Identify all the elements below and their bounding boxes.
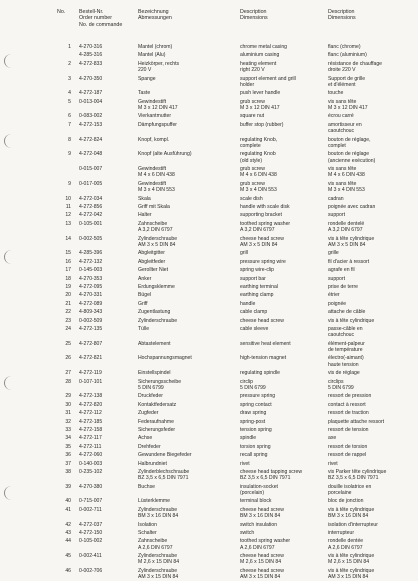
description-fr: cadran [328,195,344,202]
table-row [0,553,418,566]
description-en: earthing terminal [240,283,278,290]
order-number: 0-105-001 [79,220,103,227]
order-number: 4-272-824 [79,136,103,143]
description-en: grub screw M 3 x 4 DIN 553 [240,180,277,194]
bezeichnung: Zylinderschraube M 2,6 x 15 DIN 84 [138,553,180,566]
table-row [0,137,418,150]
table-row [0,267,418,273]
item-number: 35 [65,443,71,450]
item-number: 14 [65,235,71,242]
item-number: 28 [65,378,71,385]
order-number: 0-140-003 [79,460,103,467]
bezeichnung: Dämpfungspuffer [138,121,177,128]
bezeichnung: Taste [138,90,151,97]
order-number: 0-002-711 [79,506,102,513]
description-fr: vis à tête cylindrique AM 3 x 5 DIN 84 [328,235,375,248]
description-en: support bar [240,275,266,282]
order-number: 0-002-509 [79,317,103,324]
order-number: 4-272-111 [79,443,102,450]
order-number: 0-002-706 [79,567,103,574]
bezeichnung: Zugentlastung [138,309,171,316]
description-en: toothed spring washer A 2,6 DIN 6797 [240,538,291,551]
description-en: switch insulation [240,521,278,528]
table-row [0,507,418,520]
description-fr: rondelle dentelé A 3,2 DIN 6797 [328,220,365,234]
item-number: 11 [65,204,71,210]
order-number: 4-272-138 [79,393,103,400]
order-number: 4-272-807 [79,340,103,347]
description-fr: vis sans tête M 3 x 4 DIN 553 [328,180,365,194]
description-fr: rondelle dentée A 2,6 DIN 6797 [328,538,364,551]
description-en: chrome metal casing [240,44,287,50]
item-number: 42 [65,521,71,528]
table-row [0,309,418,315]
order-number: 4-285-316 [79,52,103,59]
description-en: handle [240,300,256,307]
description-fr: vis de réglage [328,370,360,377]
bezeichnung: Mantel (Alu) [138,52,166,59]
order-number: 0-002-411 [79,553,102,560]
table-row [0,318,418,324]
bezeichnung: Knopf, kompl. [138,136,170,143]
description-en: push lever handle [240,90,281,97]
table-row [0,90,418,96]
order-number: 4-270-316 [79,44,103,50]
bezeichnung: Anker [138,275,152,282]
description-fr: flanc (aluminium) [328,52,367,59]
item-number: 4 [68,90,71,97]
bezeichnung: Sicherungsfeder [138,426,176,433]
table-row [0,259,418,265]
description-fr: bloc de jonction [328,498,364,505]
bezeichnung: Griff mit Skala [138,204,170,210]
bezeichnung: Abgleitfeder [138,258,166,265]
table-row [0,538,418,551]
description-en: grub screw M 3 x 12 DIN 417 [240,98,280,112]
description-en: spring wire-clip [240,267,274,274]
table-row [0,204,418,210]
bezeichnung: Spange [138,75,156,82]
description-fr: passe-câble en caoutchouc [328,325,363,339]
description-en: support element and grill holder [240,75,296,88]
description-fr: vis à tête cylindrique [328,317,375,324]
table-row [0,52,418,58]
description-en: torsion spring [240,443,271,450]
order-number: 4-272-132 [79,258,103,265]
item-number: 27 [65,370,71,377]
order-number: 0-013-004 [79,98,103,105]
header-description-en: Description Dimensions [240,9,268,22]
bezeichnung: Zahnscheibe A 3,2 DIN 6797 [138,220,173,234]
order-number: 0-015-007 [79,166,103,173]
order-number: 0-002-505 [79,235,103,242]
table-row [0,284,418,290]
order-number: 4-270-353 [79,275,103,282]
item-number: 18 [65,275,71,282]
order-number: 4-272-187 [79,90,103,97]
description-en: cheese head screw AM 3 x 15 DIN 84 [240,567,284,581]
description-en: spring-post [240,418,266,425]
description-en: draw spring [240,410,267,417]
bezeichnung: Erdungsklemme [138,283,175,290]
table-row [0,292,418,298]
description-en: cheese head tapping screw BZ 3,5 x 6,5 DIN 7971 [240,468,303,482]
header-bezeichnung: Bezeichnung Abmessungen [138,9,172,22]
description-en: regulating spindle [240,370,280,377]
order-number: 4-272-037 [79,521,103,528]
order-number: 4-272-833 [79,60,103,67]
description-fr: fil d'acier à ressort [328,258,370,265]
bezeichnung: Halter [138,212,152,219]
bezeichnung: Zahnscheibe A 2,6 DIN 6797 [138,538,173,551]
description-fr: résistance de chauffage droite 220 V [328,60,382,74]
bezeichnung: Griff [138,300,148,307]
description-fr: vis à tête cylindrique M 2,6 x 15 DIN 84 [328,553,375,566]
description-fr: interrupteur [328,529,355,536]
description-en: circlip 5 DIN 6799 [240,378,266,391]
item-number: 2 [68,60,71,67]
item-number: 41 [65,506,71,513]
item-number: 7 [68,121,71,128]
description-fr: ressort de traction [328,410,369,417]
table-row [0,341,418,354]
description-en: sensitive heat element [240,340,291,347]
table-row [0,410,418,416]
description-en: pressure spring wire [240,258,286,265]
bezeichnung: Gewindestift M 4 x 6 DIN 438 [138,166,175,179]
description-fr: amortisseur en caoutchouc [328,121,362,135]
table-row [0,355,418,368]
order-number: 4-272-042 [79,212,103,219]
order-number: 4-272-150 [79,529,103,536]
table-row [0,44,418,50]
bezeichnung: Mantel (chrom) [138,44,173,50]
description-en: earthing clamp [240,292,274,299]
item-number: 13 [65,220,71,227]
item-number: 36 [65,452,71,459]
description-en: square nut [240,113,265,120]
item-number: 12 [65,212,71,219]
item-number: 20 [65,292,71,299]
order-number: 4-272-117 [79,435,102,442]
table-row [0,99,418,112]
description-en: scale dish [240,195,263,202]
item-number: 43 [65,529,71,536]
description-en: supporting bracket [240,212,282,219]
bezeichnung: Vierkantmutter [138,113,172,120]
description-fr: isolation d'interrupteur [328,521,378,528]
description-fr: Support de grille et d'élément [328,75,366,88]
table-row [0,276,418,282]
item-number: 24 [65,325,71,332]
bezeichnung: Skala [138,195,151,202]
description-en: switch [240,529,255,536]
table-row [0,166,418,179]
description-fr: électro(-aimant) haute tension [328,355,364,368]
table-row [0,402,418,408]
description-fr: plaquette attache ressort [328,418,385,425]
description-en: pressure spring [240,393,276,400]
bezeichnung: Drehfeder [138,443,161,450]
table-row [0,301,418,307]
bezeichnung: Zylinderschraube AM 3 x 15 DIN 84 [138,567,179,581]
order-number: 4-270-380 [79,483,103,490]
order-number: 4-272-153 [79,121,103,128]
bezeichnung: Knopf (alte Ausführung) [138,151,192,158]
table-row [0,419,418,425]
table-row [0,427,418,433]
bezeichnung: Buchse [138,483,155,490]
description-en: cable sleeve [240,325,269,332]
table-row [0,326,418,339]
order-number: 0-017-005 [79,180,103,187]
description-en: cheese head screw M 2,6 x 15 DIN 84 [240,553,284,566]
table-row [0,76,418,89]
description-en: buffer stop (rubber) [240,121,284,128]
bezeichnung: Bügel [138,292,152,299]
item-number: 30 [65,401,71,408]
bezeichnung: Zylinderblechschraube BZ 3,5 x 6,5 DIN 7971 [138,468,190,482]
table-row [0,151,418,164]
item-number: 25 [65,340,71,347]
table-header [0,9,418,49]
description-fr: flanc (chrome) [328,44,361,50]
table-row [0,61,418,74]
item-number: 22 [65,309,71,316]
item-number: 34 [65,435,71,442]
description-fr: poignée [328,300,347,307]
order-number: 0-145-003 [79,267,103,274]
header-description-fr: Description Dimensions [328,9,356,22]
table-row [0,122,418,135]
description-en: heating element right 220 V [240,60,277,74]
description-en: recall spring [240,452,268,459]
order-number: 4-272-034 [79,195,103,202]
item-number: 1 [68,44,71,50]
description-en: terminal block [240,498,272,505]
bezeichnung: Zylinderschraube [138,317,178,324]
item-number: 29 [65,393,71,400]
table-row [0,484,418,497]
order-number: 4-272-089 [79,300,103,307]
description-fr: touche [328,90,344,97]
order-number: 0-235-102 [79,468,103,475]
description-fr: support [328,275,345,282]
bezeichnung: Zylinderschraube BM 3 x 16 DIN 84 [138,506,179,520]
description-fr: vis Parker tête cylindrique BZ 3,5 x 6,5 DIN 7971 [328,468,387,482]
order-number: 0-105-002 [79,538,103,545]
description-en: aluminium casing [240,52,280,59]
order-number: 4-272-119 [79,370,102,377]
description-fr: bouton de réglage, complet [328,136,371,149]
description-fr: support [328,212,345,219]
bezeichnung: Gerollter Niet [138,267,169,274]
item-number: 40 [65,498,71,505]
description-en: insulation-socket (porcelain) [240,483,278,496]
order-number: 0-083-002 [79,113,103,120]
bezeichnung: Gewindestift M 3 x 12 DIN 417 [138,98,178,112]
description-fr: prise de terre [328,283,359,290]
description-fr: vis sans tête M 3 x 12 DIN 417 [328,98,368,112]
bezeichnung: Gewundene Biegefeder [138,452,192,459]
table-row [0,113,418,119]
bezeichnung: Zugfeder [138,410,159,417]
table-row [0,181,418,194]
description-en: grub screw M 4 x 6 DIN 438 [240,166,277,179]
bezeichnung: Achse [138,435,153,442]
description-fr: ressort de tension [328,426,369,433]
table-row [0,379,418,392]
bezeichnung: Hochspannungsmagnet [138,355,192,362]
description-en: high-tension magnet [240,355,287,362]
table-row [0,435,418,441]
bezeichnung: Gewindestift M 3 x 4 DIN 553 [138,180,175,194]
bezeichnung: Schalter [138,529,157,536]
bezeichnung: Halbrundniet [138,460,167,467]
order-number: 4-272-048 [79,151,103,158]
table-row [0,444,418,450]
order-number: 4-272-821 [79,355,103,362]
item-number: 45 [65,553,71,560]
item-number: 21 [65,300,71,307]
header-no: No. [57,9,66,15]
order-number: 4-272-135 [79,325,103,332]
description-en: handle with scale disk [240,204,290,210]
bezeichnung: Zylinderschraube AM 3 x 5 DIN 84 [138,235,178,248]
description-en: cable clamp [240,309,268,316]
description-en: rivet [240,460,250,467]
description-fr: ressort de rappel [328,452,367,459]
table-row [0,370,418,376]
item-number: 10 [65,195,71,202]
header-order-number: Bestell-Nr. Order number No. de commande [79,9,123,28]
order-number: 4-270-350 [79,75,103,82]
order-number: 4-272-856 [79,204,103,210]
item-number: 44 [65,538,71,545]
item-number: 6 [68,113,71,120]
bezeichnung: Tülle [138,325,150,332]
order-number: 4-272-185 [79,418,103,425]
item-number: 5 [68,98,71,105]
table-row [0,196,418,202]
description-fr: attache de câble [328,309,366,316]
description-fr: agrafe en fil [328,267,355,274]
description-en: regulating Knob, complete [240,136,278,149]
item-number: 46 [65,567,71,574]
description-fr: contact à ressort [328,401,366,408]
description-fr: élément-palpeur de température [328,340,365,353]
description-fr: poignée avec cadran [328,204,376,210]
item-number: 19 [65,283,71,290]
bezeichnung: Sicherungsscheibe 5 DIN 6799 [138,378,182,391]
item-number: 31 [65,410,71,417]
item-number: 3 [68,75,71,82]
bezeichnung: Isolation [138,521,157,528]
description-fr: douille isolatrice en porcelaine [328,483,372,496]
order-number: 4-270-331 [79,292,103,299]
table-row [0,469,418,482]
item-number: 9 [68,180,71,187]
order-number: 4-272-158 [79,426,103,433]
table-row [0,522,418,528]
item-number: 16 [65,258,71,265]
table-row [0,498,418,504]
table-row [0,393,418,399]
bezeichnung: Abgleitgitter [138,250,165,257]
description-fr: grille [328,250,339,257]
bezeichnung: Federaufnahme [138,418,174,425]
description-en: grill [240,250,248,257]
item-number: 26 [65,355,71,362]
description-fr: circlips 5 DIN 6799 [328,378,354,391]
table-row [0,236,418,249]
description-en: tension spring [240,426,272,433]
table-row [0,212,418,218]
table-row [0,461,418,467]
bezeichnung: Abtastelement [138,340,171,347]
item-number: 39 [65,483,71,490]
description-fr: vis à tête cylindrique BM 3 x 16 DIN 84 [328,506,375,520]
bezeichnung: Kontaktfedersatz [138,401,177,408]
table-row [0,568,418,581]
item-number: 37 [65,460,71,467]
description-fr: ressort de torsion [328,443,368,450]
bezeichnung: Heizkörper, rechts 220 V [138,60,180,74]
item-number: 23 [65,317,71,324]
description-fr: ressort de pression [328,393,372,400]
description-en: cheese head screw AM 3 x 5 DIN 84 [240,235,284,248]
order-number: 4-272-060 [79,452,103,459]
item-number: 17 [65,267,71,274]
table-row [0,250,418,256]
description-en: toothed spring washer A 3,2 DIN 6797 [240,220,291,234]
bezeichnung: Einstellspindel [138,370,171,377]
description-en: cheese head screw BM 3 x 16 DIN 84 [240,506,284,520]
table-row [0,530,418,536]
bezeichnung: Druckfeder [138,393,163,400]
table-row [0,221,418,234]
order-number: 4-272-820 [79,401,103,408]
order-number: 4-272-095 [79,283,103,290]
order-number: 4-285-396 [79,250,103,257]
item-number: 38 [65,468,71,475]
order-number: 4-809-343 [79,309,103,316]
description-en: regulating Knob (old style) [240,151,276,164]
description-en: spindle [240,435,257,442]
bezeichnung: Lüsterklemme [138,498,170,505]
order-number: 4-272-112 [79,410,102,417]
order-number: 0-107-101 [79,378,103,385]
description-fr: bouton de réglage (ancienne exécution) [328,151,376,164]
description-fr: étrier [328,292,340,299]
description-fr: écrou carré [328,113,354,120]
description-fr: rivet [328,460,338,467]
table-row [0,452,418,458]
item-number: 15 [65,250,71,257]
order-number: 0-715-007 [79,498,103,505]
description-fr: axe [328,435,337,442]
item-number: 32 [65,418,71,425]
item-number: 8 [68,136,71,143]
description-en: cheese head screw [240,317,284,324]
item-number: 33 [65,426,71,433]
description-fr: vis sans tête M 4 x 6 DIN 438 [328,166,365,179]
description-fr: vis à tête cylindrique AM 3 x 15 DIN 84 [328,567,375,581]
description-en: spring contact [240,401,272,408]
item-number: 9 [68,151,71,158]
